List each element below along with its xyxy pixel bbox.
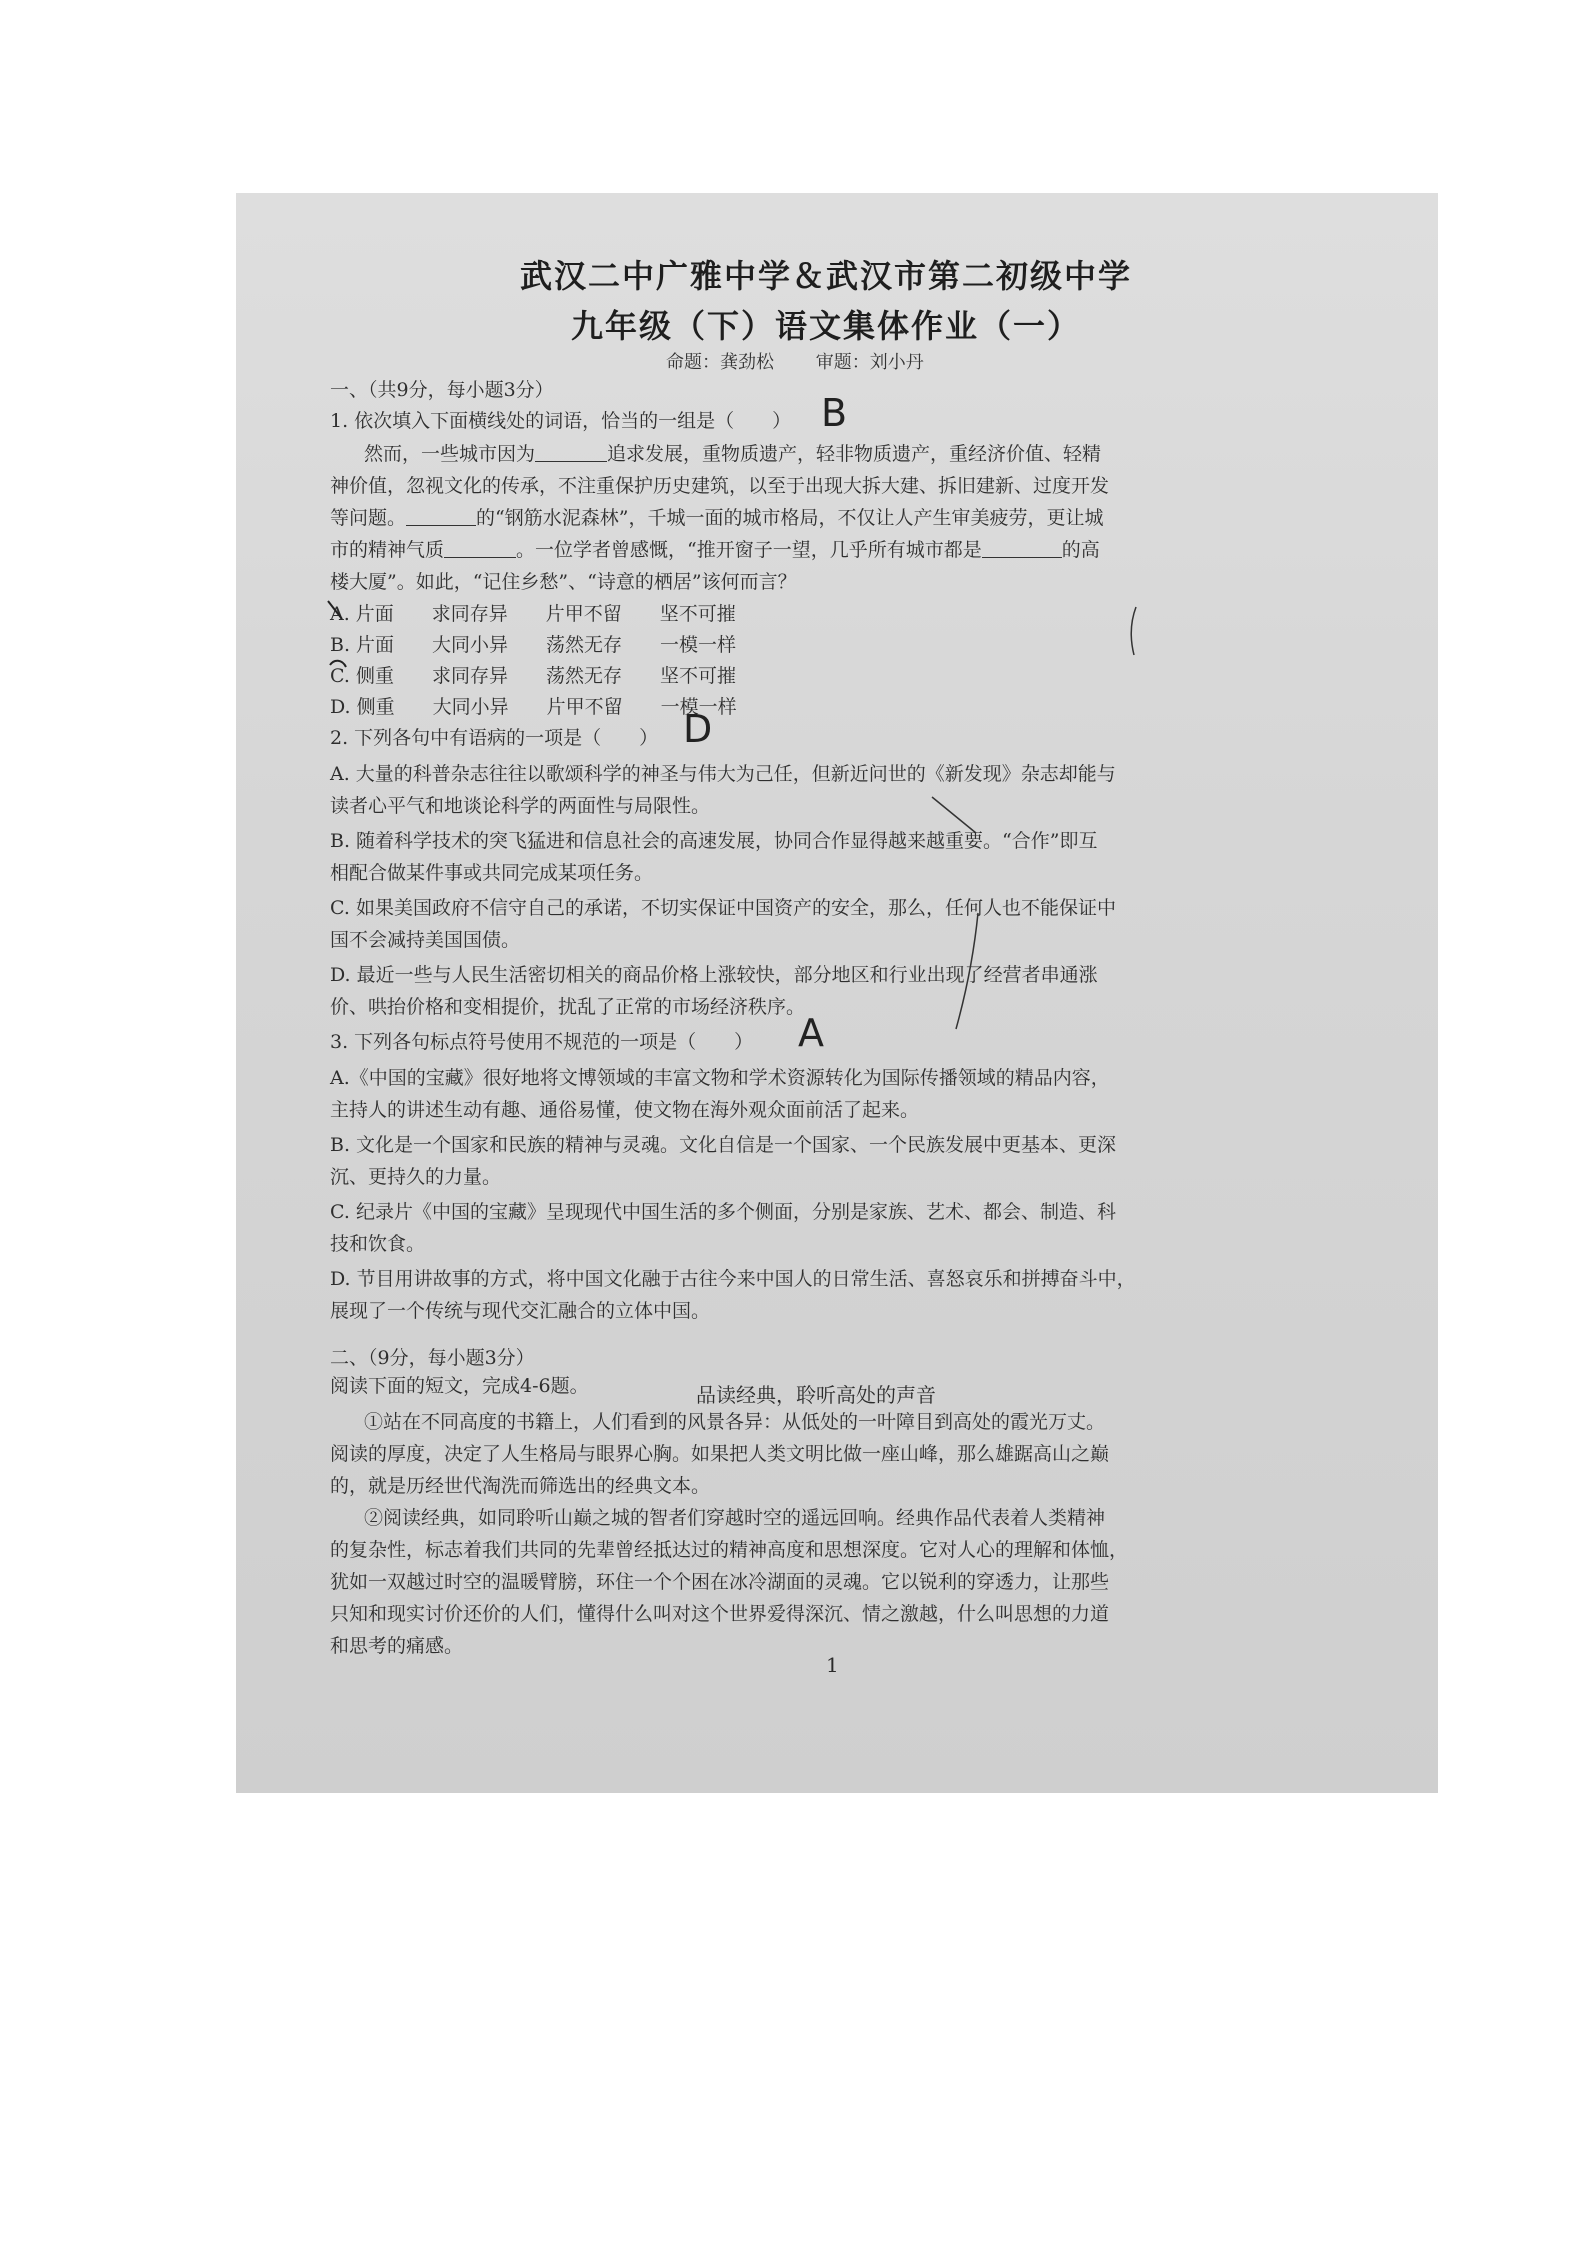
essay-line: 只知和现实讨价还价的人们，懂得什么叫对这个世界爱得深沉、情之激越，什么叫思想的力道 xyxy=(330,1603,1110,1625)
q1-line: 神价值，忽视文化的传承，不注重保护历史建筑，以至于出现大拆大建、拆旧建新、过度开发 xyxy=(330,475,1110,497)
q1-line: 楼大厦”。如此，“记住乡愁”、“诗意的栖居”该何而言？ xyxy=(330,571,797,593)
setter: 命题：龚劲松 xyxy=(666,352,774,373)
section2-heading: 二、（9分，每小题3分） xyxy=(330,1347,535,1369)
essay-line: 犹如一双越过时空的温暖臂膀，环住一个个困在冰冷湖面的灵魂。它以锐利的穿透力，让那些 xyxy=(330,1571,1110,1593)
essay-line: ①站在不同高度的书籍上，人们看到的风景各异：从低处的一叶障目到高处的霞光万丈。 xyxy=(364,1411,1106,1433)
q3-line: D. 节目用讲故事的方式，将中国文化融于古往今来中国人的日常生活、喜怒哀乐和拼搏奋斗中， xyxy=(330,1268,1136,1290)
q3-stem: 3. 下列各句标点符号使用不规范的一项是（ ） xyxy=(330,1031,754,1053)
q2-line: D. 最近一些与人民生活密切相关的商品价格上涨较快，部分地区和行业出现了经营者串通涨 xyxy=(330,964,1098,986)
q2-line: C. 如果美国政府不信守自己的承诺，不切实保证中国资产的安全，那么，任何人也不能保证中 xyxy=(330,897,1116,919)
q3-line: 展现了一个传统与现代交汇融合的立体中国。 xyxy=(330,1300,711,1322)
cross-out-marks xyxy=(324,595,354,685)
exam-paper xyxy=(236,193,1438,1793)
q3-line: A.《中国的宝藏》很好地将文博领域的丰富文物和学术资源转化为国际传播领域的精品内容， xyxy=(330,1067,1110,1089)
q1-line: 然而，一些城市因为 追求发展，重物质遗产，轻非物质遗产，重经济价值、轻精 xyxy=(364,443,1102,465)
q3-handwritten-answer: A xyxy=(798,1011,824,1055)
section2-intro: 阅读下面的短文，完成4-6题。 xyxy=(330,1375,589,1397)
reviewer: 审题：刘小丹 xyxy=(815,352,924,373)
essay-line: 的，就是历经世代淘洗而筛选出的经典文本。 xyxy=(330,1475,711,1497)
q1-line: 等问题。 的“钢筋水泥森林”，千城一面的城市格局，不仅让人产生审美疲劳，更让城 xyxy=(330,507,1104,529)
q2-line: 价、哄抬价格和变相提价，扰乱了正常的市场经济秩序。 xyxy=(330,996,806,1018)
essay-line: ②阅读经典，如同聆听山巅之城的智者们穿越时空的遥远回响。经典作品代表着人类精神 xyxy=(364,1507,1106,1529)
q1-stem: 1. 依次填入下面横线处的词语，恰当的一组是（ ） xyxy=(330,410,792,432)
school-title: 武汉二中广雅中学＆武汉市第二初级中学 xyxy=(519,257,1132,295)
scanned-photo xyxy=(236,193,1438,1793)
essay-title: 品读经典，聆听高处的声音 xyxy=(696,1383,936,1407)
q2-line: B. 随着科学技术的突飞猛进和信息社会的高速发展，协同合作显得越来越重要。“合作”即互 xyxy=(330,830,1098,852)
q1-option-c: C. 侧重 求同存异 荡然无存 坚不可摧 xyxy=(330,665,736,687)
authors xyxy=(666,348,1066,374)
section1-heading: 一、（共9分，每小题3分） xyxy=(330,379,554,401)
q3-line: B. 文化是一个国家和民族的精神与灵魂。文化自信是一个国家、一个民族发展中更基本、更深 xyxy=(330,1134,1117,1156)
q3-line: C. 纪录片《中国的宝藏》呈现现代中国生活的多个侧面，分别是家族、艺术、都会、制造、科 xyxy=(330,1201,1116,1223)
bleed-through-shadow xyxy=(1326,233,1436,793)
q1-option-b: B. 片面 大同小异 荡然无存 一模一样 xyxy=(330,634,737,656)
essay-line: 阅读的厚度，决定了人生格局与眼界心胸。如果把人类文明比做一座山峰，那么雄踞高山之巅 xyxy=(330,1443,1110,1465)
q2-line: 国不会减持美国国债。 xyxy=(330,929,521,951)
q2-line: 读者心平气和地谈论科学的两面性与局限性。 xyxy=(330,795,711,817)
essay-line: 的复杂性，标志着我们共同的先辈曾经抵达过的精神高度和思想深度。它对人心的理解和体恤， xyxy=(330,1539,1129,1561)
paper-title: 九年级（下）语文集体作业（一） xyxy=(570,307,1081,345)
q2-stem: 2. 下列各句中有语病的一项是（ ） xyxy=(330,727,659,749)
pen-stroke xyxy=(926,793,996,1033)
q3-line: 技和饮食。 xyxy=(330,1233,426,1255)
q3-line: 沉、更持久的力量。 xyxy=(330,1166,502,1188)
q3-line: 主持人的讲述生动有趣、通俗易懂，使文物在海外观众面前活了起来。 xyxy=(330,1099,920,1121)
q2-line: 相配合做某件事或共同完成某项任务。 xyxy=(330,862,654,884)
q2-handwritten-answer: D xyxy=(683,707,713,751)
q2-line: A. 大量的科普杂志往往以歌颂科学的神圣与伟大为己任，但新近问世的《新发现》杂志却能与 xyxy=(330,763,1116,785)
essay-line: 和思考的痛感。 xyxy=(330,1635,464,1657)
q1-handwritten-answer: B xyxy=(821,391,848,435)
q1-line: 市的精神气质 。一位学者曾感慨，“推开窗子一望，几乎所有城市都是 的高 xyxy=(330,539,1100,561)
q1-option-d: D. 侧重 大同小异 片甲不留 一模一样 xyxy=(330,696,737,718)
q1-option-a: A. 片面 求同存异 片甲不留 坚不可摧 xyxy=(330,603,736,625)
pen-stroke xyxy=(1124,603,1144,663)
page-number: 1 xyxy=(826,1653,839,1677)
